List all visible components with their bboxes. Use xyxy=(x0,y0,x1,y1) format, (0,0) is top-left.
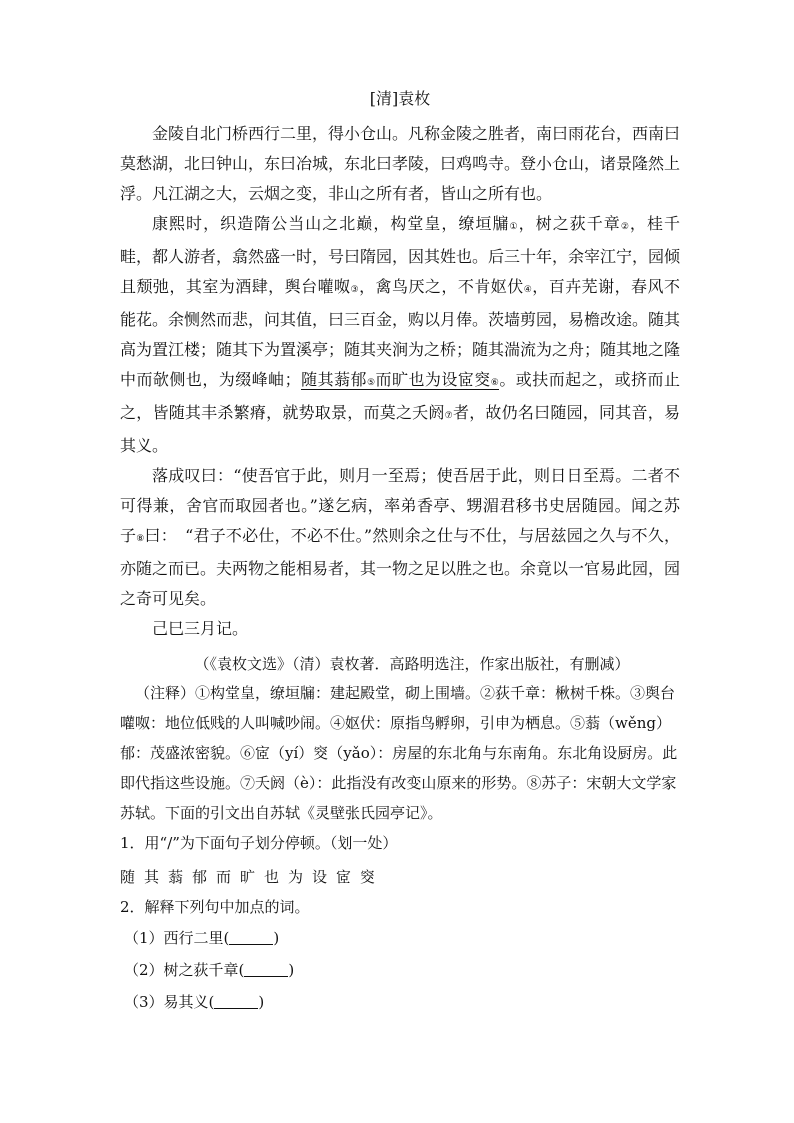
item-close: ) xyxy=(258,993,265,1011)
item-text: （2）树之荻千章( xyxy=(124,961,245,979)
question-2-item-2 xyxy=(120,954,680,986)
text-run: 随其蓊郁 xyxy=(300,370,367,389)
source-citation: （《袁枚文选》（清）袁枚著．高路明选注，作家出版社，有删减） xyxy=(194,655,630,673)
text-run: 曰： “君子不必仕，不必不仕。”然则余之仕与不仕，与居兹园之久与不久，亦随之而已。夫两物之能相易者，其一物之足以胜之也。余竟以一官易此园，园之奇可见矣。 xyxy=(120,526,681,608)
item-text: （1）西行二里( xyxy=(124,929,230,947)
text-run: 康熙时，织造隋公当山之北巅，构堂皇，缭垣牖 xyxy=(152,214,510,233)
text-run: ，树之荻千章 xyxy=(518,214,621,233)
answer-blank-1[interactable] xyxy=(229,928,273,945)
footnote-mark-5: ⑤ xyxy=(366,378,376,388)
text-run: ，百卉芜谢，春风不能花。余恻然而悲，问其值，曰三百金，购以月俸。茨墙剪园，易檐改途。随其高为置江楼；随其下为置溪亭；随其夹涧为之桥；随其湍流为之舟；随其地之隆中而欹侧也，为缀峰岫； xyxy=(120,277,681,389)
question-2: 2．解释下列句中加点的词。 xyxy=(120,898,310,916)
text-run: 者，故仍名曰随园，同其音，易其义。 xyxy=(120,403,680,455)
question-2-item-3 xyxy=(120,986,680,1018)
paragraph-2 xyxy=(120,209,680,461)
author-heading: [清]袁枚 xyxy=(369,89,431,108)
text-run: 而旷也为设宧窔 xyxy=(375,370,491,389)
footnote-mark-2: ② xyxy=(620,222,630,232)
annotations: （注释）①构堂皇，缭垣牖：建起殿堂，砌上围墙。②荻千章：楸树千株。③舆台嚾呶：地位低贱的人叫喊吵闹。④妪伏：原指鸟孵卵，引申为栖息。⑤蓊（wěng）郁：茂盛浓密貌。⑥宧（yí）窔（yǎo）：房屋的东北角与东南角。东北角设厨房。此即代指这些设施。⑦夭阏（è）：此指没有改变山原来的形势。⑧苏子：宋朝大文学家苏轼。下面的引文出自苏轼《灵壁张氏园亭记》。 xyxy=(120,684,678,822)
question-2-item-1 xyxy=(120,922,680,954)
paragraph-1: 金陵自北门桥西行二里，得小仓山。凡称金陵之胜者，南曰雨花台，西南曰莫愁湖，北曰钟山，东曰冶城，东北曰孝陵，曰鸡鸣寺。登小仓山，诸景隆然上浮。凡江湖之大，云烟之变，非山之所有者，皆山之所有也。 xyxy=(120,124,681,203)
text-run: ，禽鸟厌之，不肯妪伏 xyxy=(359,277,524,296)
paragraph-3 xyxy=(120,461,680,614)
footnote-mark-6: ⑥ xyxy=(490,378,500,388)
text-run: 。或扶而起之，或挤而止之，皆随其丰杀繁瘠，就势取景，而莫之夭阏 xyxy=(120,370,680,422)
footnote-mark-4: ④ xyxy=(523,285,533,295)
text-run: 落成叹曰：“使吾官于此，则月一至焉；使吾居于此，则日日至焉。二者不可得兼，舍官而取园者也。”遂乞病，率弟香亭、甥湄君移书史居随园。闻之苏子 xyxy=(120,466,680,545)
footnote-mark-7: ⑦ xyxy=(444,411,453,421)
answer-blank-2[interactable] xyxy=(244,960,288,977)
document-page xyxy=(120,86,680,1018)
footnote-mark-1: ① xyxy=(509,222,519,232)
footnote-mark-3: ③ xyxy=(350,285,360,295)
answer-blank-3[interactable] xyxy=(214,992,258,1009)
question-1-sentence: 随其蓊郁而旷也为设宧窔 xyxy=(120,868,385,886)
question-1: 1．用“/”为下面句子划分停顿。（划一处） xyxy=(120,834,398,852)
text-run: ，桂千畦，都人游者，翕然盛一时，号曰隋园，因其姓也。后三十年，余宰江宁，园倾且颓弛，其室为酒肆，舆台嚾呶 xyxy=(120,214,681,296)
item-close: ) xyxy=(273,929,280,947)
paragraph-4: 己巳三月记。 xyxy=(152,619,249,638)
item-text: （3）易其义( xyxy=(124,993,215,1011)
item-close: ) xyxy=(288,961,295,979)
footnote-mark-8: ⑧ xyxy=(136,534,145,544)
underlined-sentence xyxy=(301,370,500,390)
